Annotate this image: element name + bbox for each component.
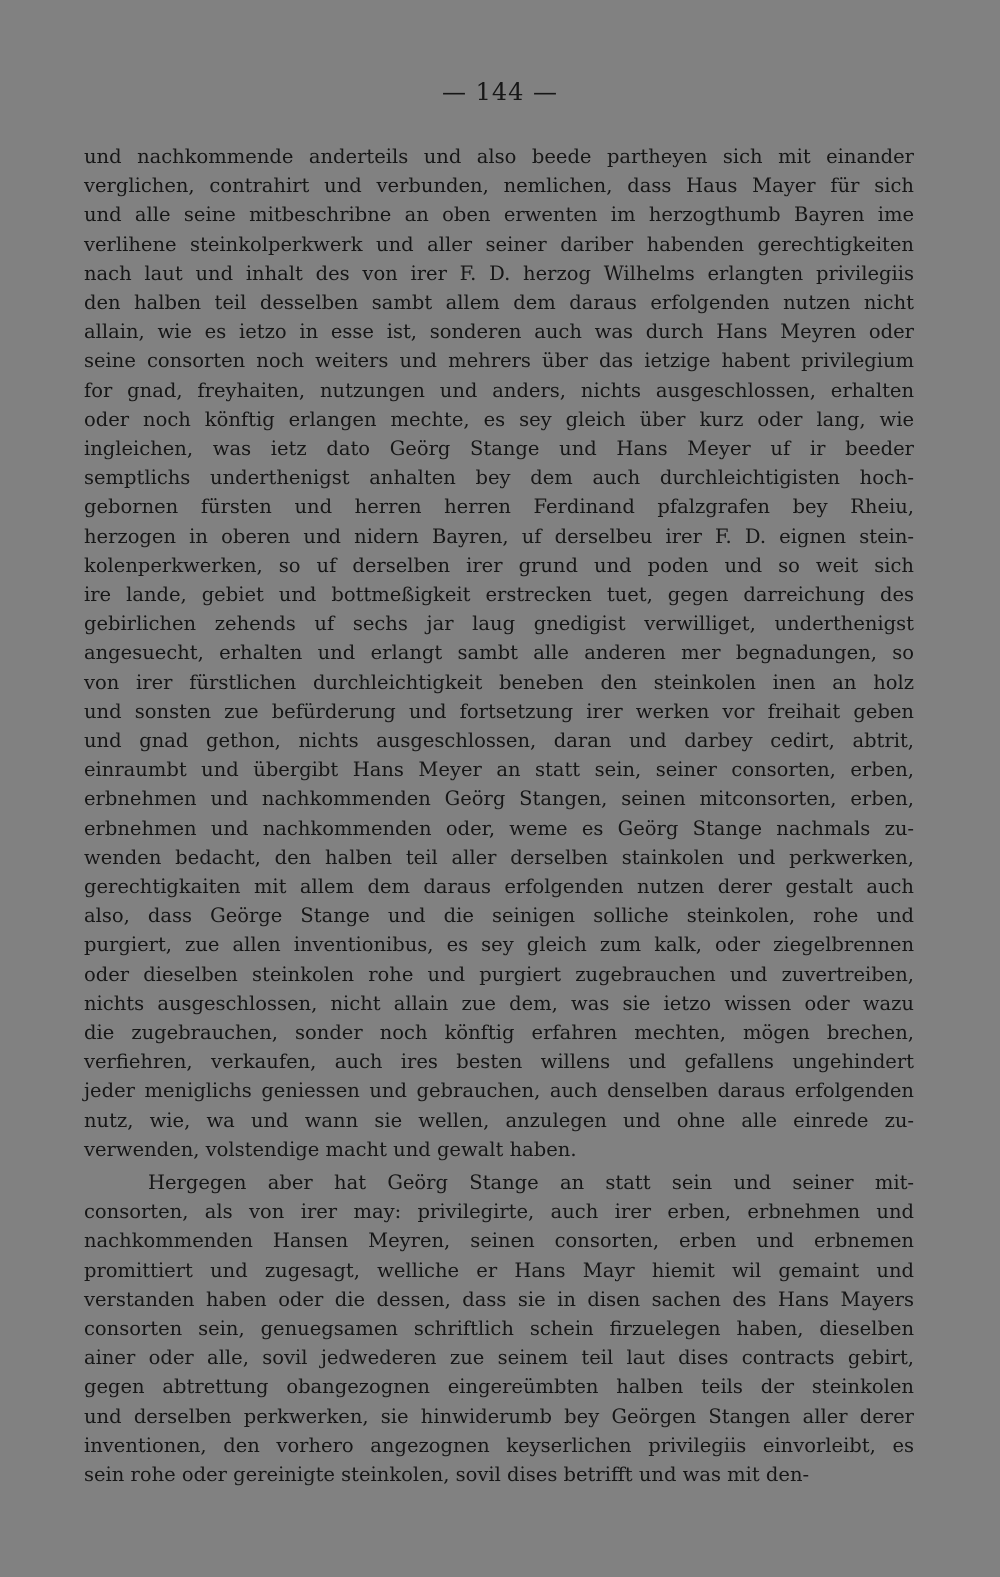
text-line: verstanden haben oder die dessen, dass sie in disen sachen des Hans Mayers	[84, 1287, 914, 1311]
text-line: angesuecht, erhalten und erlangt sambt alle anderen mer begnadungen, so	[84, 641, 914, 665]
text-line: Hergegen aber hat Geörg Stange an statt sein und seiner mit-	[148, 1171, 914, 1194]
text-line: den halben teil desselben sambt allem dem daraus erfolgenden nutzen nicht	[84, 291, 914, 314]
text-line: seine consorten noch weiters und mehrers über das ietzige habent privilegium	[84, 349, 914, 373]
text-line: verwenden, volstendige macht und gewalt haben.	[84, 1137, 577, 1161]
text-line: nichts ausgeschlossen, nicht allain zue dem, was sie ietzo wissen oder wazu	[84, 991, 914, 1015]
text-line: einraumbt und übergibt Hans Meyer an statt sein, seiner consorten, erben,	[84, 758, 914, 782]
text-line: gebornen fürsten und herren herren Ferdinand pfalzgrafen bey Rheiu,	[84, 495, 914, 519]
text-line: promittiert und zugesagt, welliche er Hans Mayr hiemit wil gemaint und	[84, 1258, 914, 1282]
text-line: gegen abtrettung obangezognen eingereümbten halben teils der steinkolen	[84, 1375, 914, 1399]
text-line: allain, wie es ietzo in esse ist, sonderen auch was durch Hans Meyren oder	[84, 320, 914, 344]
text-line: purgiert, zue allen inventionibus, es sey gleich zum kalk, oder ziegelbrennen	[84, 933, 914, 957]
text-line: und derselben perkwerken, sie hinwiderumb bey Geörgen Stangen aller derer	[84, 1404, 914, 1428]
text-line: verlihene steinkolperkwerk und aller seiner dariber habenden gerechtigkeiten	[84, 232, 914, 256]
text-line: erbnehmen und nachkommenden Geörg Stangen, seinen mitconsorten, erben,	[84, 787, 914, 811]
text-line: sein rohe oder gereinigte steinkolen, sovil dises betrifft und was mit den-	[84, 1463, 810, 1486]
text-line: und sonsten zue befürderung und fortsetzung irer werken vor freihait geben	[84, 699, 914, 723]
text-line: nutz, wie, wa und wann sie wellen, anzulegen und ohne alle einrede zu-	[84, 1108, 914, 1132]
text-line: ire lande, gebiet und bottmeßigkeit erstrecken tuet, gegen darreichung des	[84, 583, 914, 606]
text-line: die zugebrauchen, sonder noch könftig erfahren mechten, mögen brechen,	[84, 1021, 914, 1044]
text-line: gebirlichen zehends uf sechs jar laug gnedigist verwilliget, underthenigst	[84, 612, 914, 636]
text-line: oder dieselben steinkolen rohe und purgiert zugebrauchen und zuvertreiben,	[84, 962, 914, 986]
text-line: und alle seine mitbeschribne an oben erwenten im herzogthumb Bayren ime	[84, 203, 914, 227]
text-line: oder noch könftig erlangen mechte, es sey gleich über kurz oder lang, wie	[84, 407, 914, 431]
text-line: inventionen, den vorhero angezognen keyserlichen privilegiis einvorleibt, es	[84, 1433, 914, 1457]
text-line: semptlichs underthenigst anhalten bey dem auch durchleichtigisten hoch-	[84, 466, 914, 490]
text-line: gerechtigkaiten mit allem dem daraus erfolgenden nutzen derer gestalt auch	[84, 875, 914, 898]
text-line: consorten, als von irer may: privilegirte, auch irer erben, erbnehmen und	[84, 1200, 914, 1224]
text-line: erbnehmen und nachkommenden oder, weme es Geörg Stange nachmals zu-	[84, 816, 914, 840]
text-line: jeder meniglichs geniessen und gebrauchen, auch denselben daraus erfolgenden	[84, 1079, 914, 1103]
text-line: consorten sein, genuegsamen schriftlich schein firzuelegen haben, dieselben	[84, 1317, 914, 1340]
text-line: und nachkommende anderteils und also beede partheyen sich mit einander	[84, 145, 914, 168]
text-line: also, dass Geörge Stange und die seinigen solliche steinkolen, rohe und	[84, 904, 914, 928]
text-line: nachkommenden Hansen Meyren, seinen consorten, erben und erbnemen	[84, 1229, 914, 1253]
text-line: kolenperkwerken, so uf derselben irer grund und poden und so weit sich	[84, 553, 914, 577]
text-line: von irer fürstlichen durchleichtigkeit beneben den steinkolen inen an holz	[84, 670, 914, 694]
text-line: herzogen in oberen und nidern Bayren, uf derselbeu irer F. D. eignen stein-	[84, 524, 914, 548]
text-line: verfiehren, verkaufen, auch ires besten willens und gefallens ungehindert	[84, 1050, 914, 1074]
text-line: ingleichen, was ietz dato Geörg Stange und Hans Meyer uf ir beeder	[84, 437, 914, 460]
text-line: und gnad gethon, nichts ausgeschlossen, daran und darbey cedirt, abtrit,	[84, 729, 914, 752]
text-line: wenden bedacht, den halben teil aller derselben stainkolen und perkwerken,	[84, 845, 914, 869]
text-line: nach laut und inhalt des von irer F. D. herzog Wilhelms erlangten privilegiis	[84, 261, 914, 285]
text-line: for gnad, freyhaiten, nutzungen und anders, nichts ausgeschlossen, erhalten	[84, 378, 914, 402]
page-number: — 144 —	[441, 78, 559, 106]
text-line: ainer oder alle, sovil jedwederen zue seinem teil laut dises contracts gebirt,	[84, 1346, 914, 1370]
text-line: verglichen, contrahirt und verbunden, nemlichen, dass Haus Mayer für sich	[84, 174, 914, 198]
